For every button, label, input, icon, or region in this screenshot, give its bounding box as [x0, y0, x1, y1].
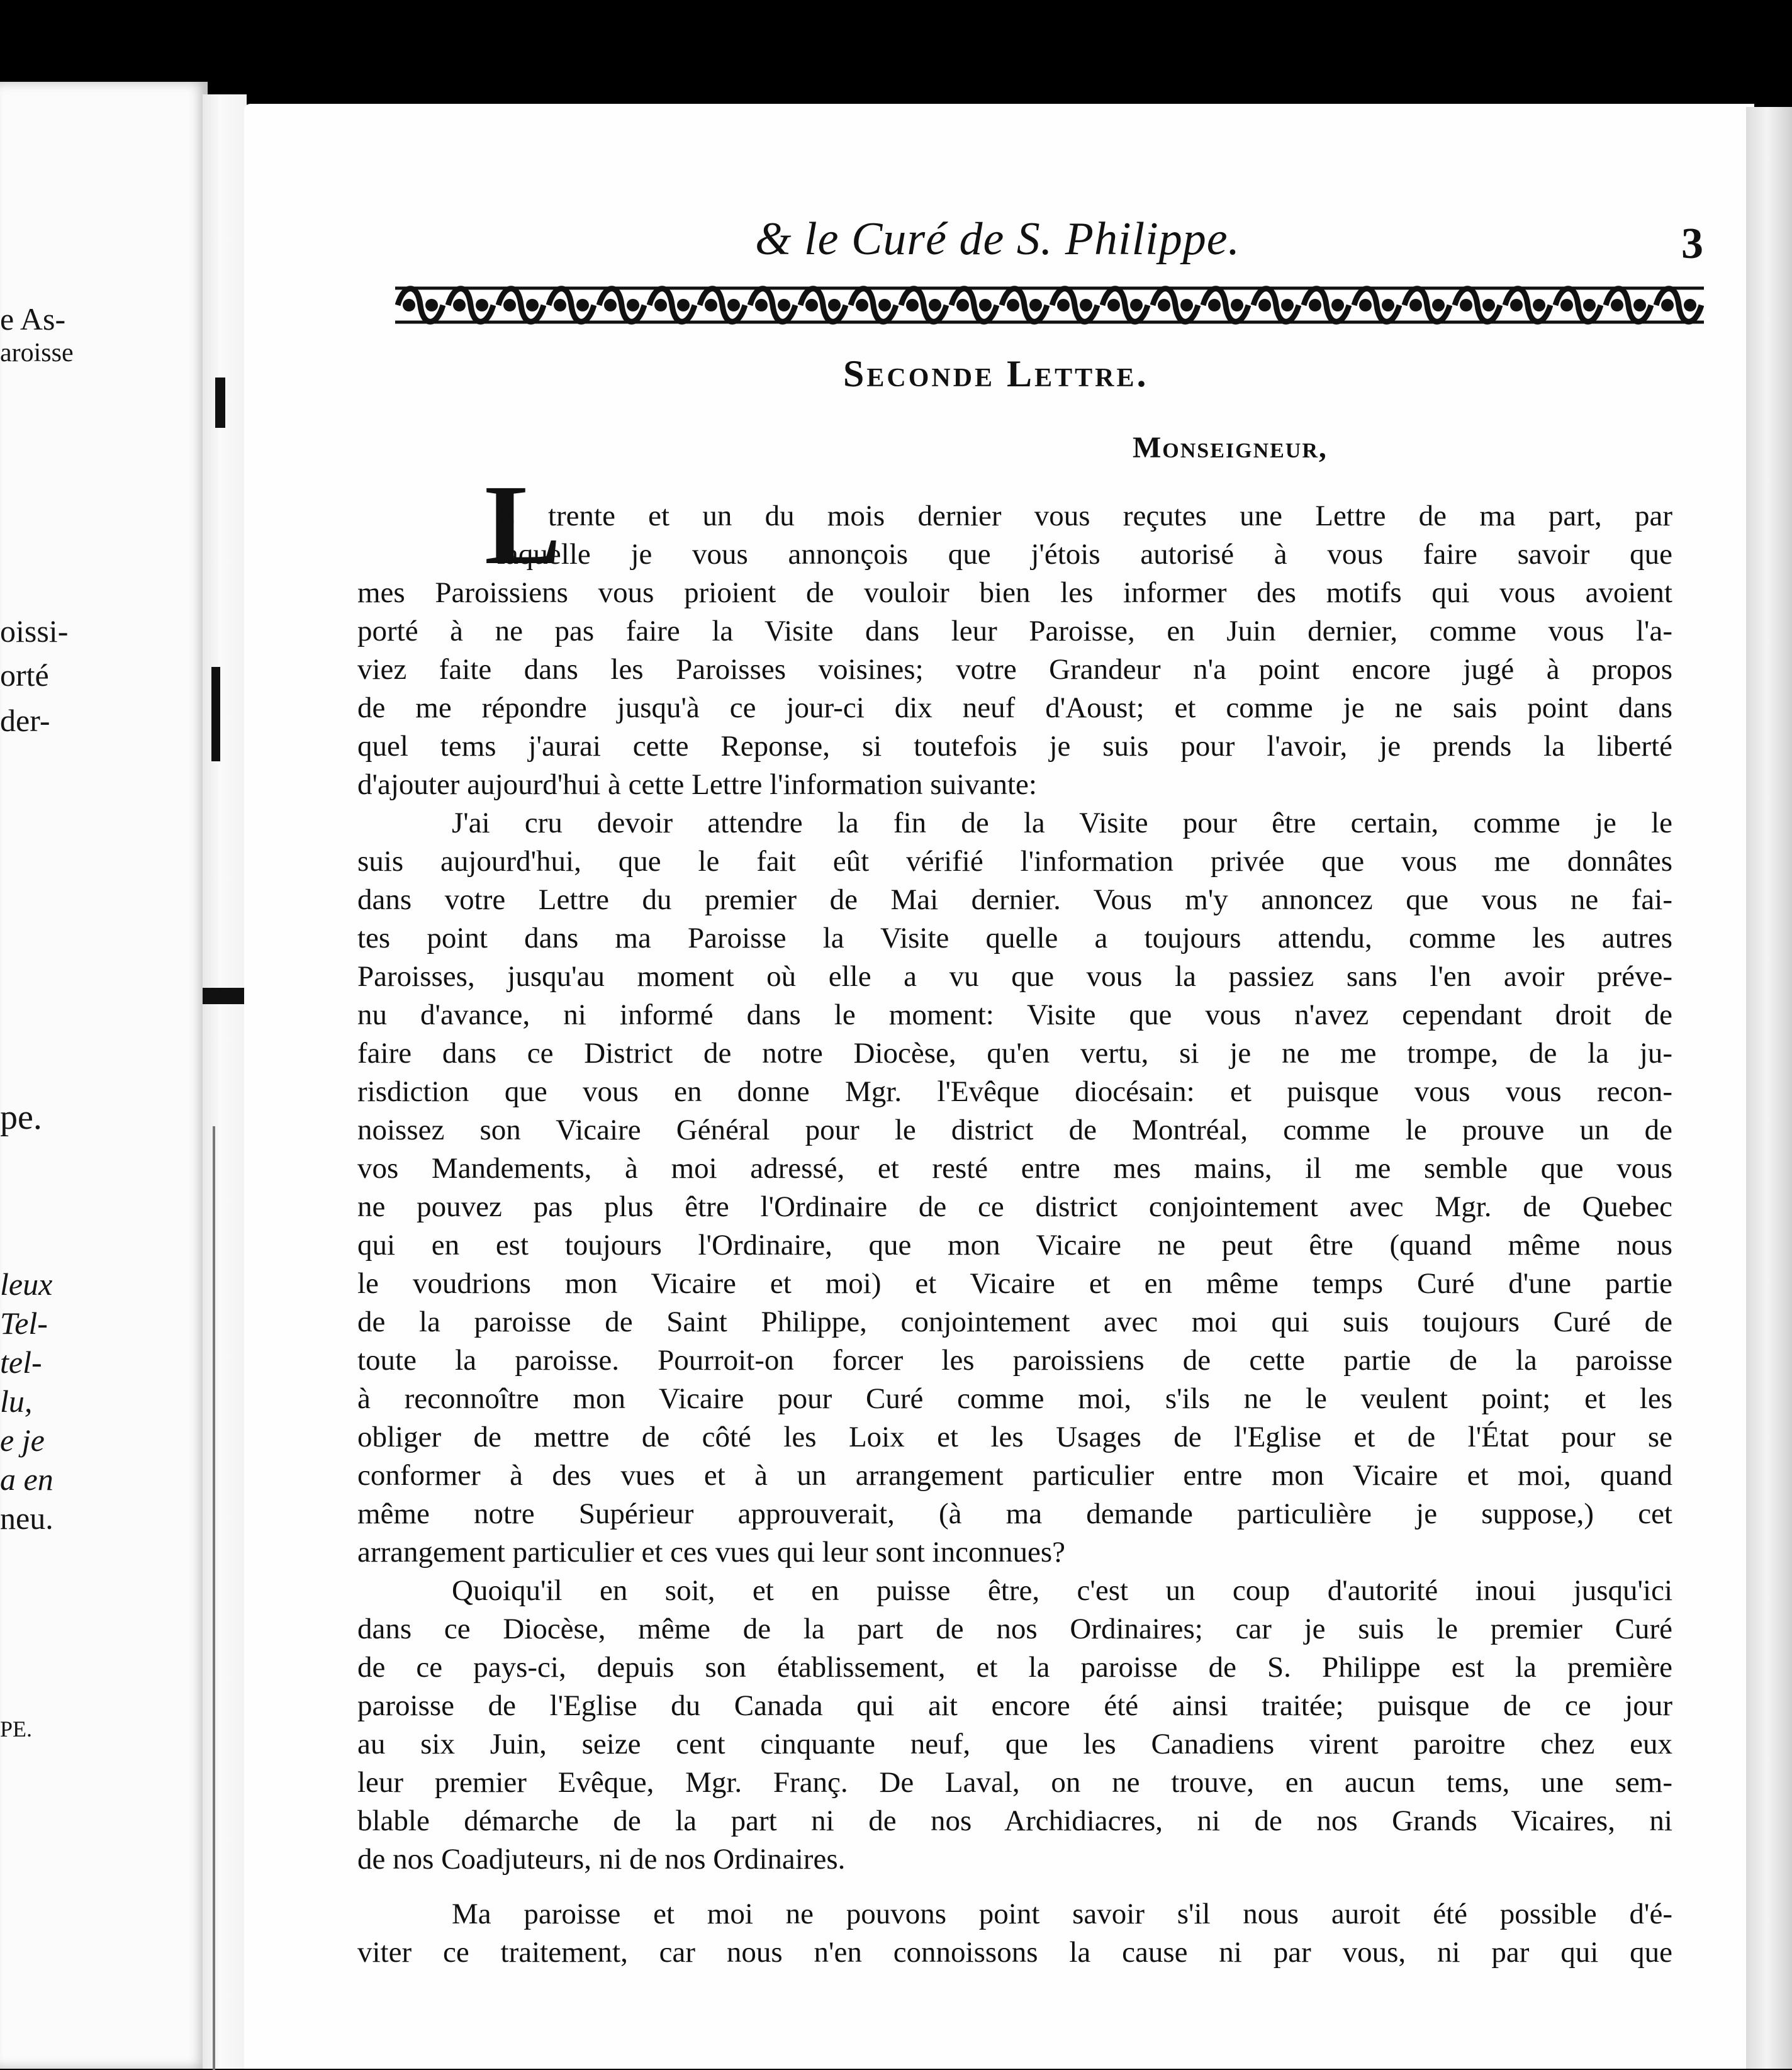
- page-number: 3: [1681, 220, 1703, 268]
- text-line: Paroisses, jusqu'au moment où elle a vu que vous la passiez sans l'en avoir préve-: [357, 960, 1672, 993]
- left-fragment: oissi-: [0, 613, 69, 649]
- binding-thread-mark: [211, 667, 220, 761]
- page-edge: [1746, 107, 1792, 2069]
- left-fragment: e As-: [0, 301, 66, 337]
- text-line: Ma paroisse et moi ne pouvons point savoir s'il nous auroit été possible d'é-: [452, 1898, 1672, 1930]
- left-facing-page: [0, 82, 208, 2069]
- text-line: laquelle je vous annonçois que j'étois autorisé à vous faire savoir que: [497, 538, 1672, 571]
- left-fragment: orté: [0, 657, 49, 693]
- text-line: conformer à des vues et à un arrangement particulier entre mon Vicaire et moi, quand: [357, 1459, 1672, 1492]
- left-fragment: lu,: [0, 1384, 33, 1419]
- letter-title: Seconde Lettre.: [843, 353, 1149, 394]
- text-line: toute la paroisse. Pourroit-on forcer les paroissiens de cette partie de la paroisse: [357, 1344, 1672, 1377]
- text-line: viter ce traitement, car nous n'en connoissons la cause ni par vous, ni par qui que: [357, 1936, 1672, 1969]
- text-line: suis aujourd'hui, que le fait eût vérifié l'information privée que vous me donnâtes: [357, 845, 1672, 878]
- text-line: risdiction que vous en donne Mgr. l'Evêque diocésain: et puisque vous vous recon-: [357, 1075, 1672, 1108]
- text-line: même notre Supérieur approuverait, (à ma demande particulière je suppose,) cet: [357, 1497, 1672, 1530]
- text-line: Quoiqu'il en soit, et en puisse être, c'est un coup d'autorité inoui jusqu'ici: [452, 1574, 1672, 1607]
- text-line: leur premier Evêque, Mgr. Franç. De Laval, on ne trouve, en aucun tems, une sem-: [357, 1766, 1672, 1799]
- left-fragment: e je: [0, 1423, 45, 1458]
- left-fragment: tel-: [0, 1345, 42, 1380]
- salutation: Monseigneur,: [1133, 431, 1328, 464]
- paragraph-gap: [357, 1879, 1672, 1895]
- drop-cap: L: [484, 462, 561, 588]
- left-fragment: a en: [0, 1462, 53, 1497]
- binding-fold-line: [213, 1126, 215, 2070]
- text-line: nu d'avance, ni informé dans le moment: Visite que vous n'avez cependant droit de: [357, 999, 1672, 1031]
- text-line: d'ajouter aujourd'hui à cette Lettre l'information suivante:: [357, 768, 1037, 801]
- text-line: vos Mandements, à moi adressé, et resté entre mes mains, il me semble que vous: [357, 1152, 1672, 1185]
- text-line: mes Paroissiens vous prioient de vouloir bien les informer des motifs qui vous avoient: [357, 576, 1672, 609]
- text-line: porté à ne pas faire la Visite dans leur Paroisse, en Juin dernier, comme vous l'a-: [357, 615, 1672, 647]
- text-line: de nos Coadjuteurs, ni de nos Ordinaires.: [357, 1843, 846, 1876]
- text-line: le voudrions mon Vicaire et moi) et Vicaire et en même temps Curé d'une partie: [357, 1267, 1672, 1300]
- left-fragment: Tel-: [0, 1306, 48, 1341]
- text-line: ne pouvez pas plus être l'Ordinaire de ce district conjointement avec Mgr. de Quebec: [357, 1190, 1672, 1223]
- text-line: de me répondre jusqu'à ce jour-ci dix neuf d'Aoust; et comme je ne sais point dans: [357, 691, 1672, 724]
- text-line: de ce pays-ci, depuis son établissement, et la paroisse de S. Philippe est la première: [357, 1651, 1672, 1684]
- text-line: quel tems j'aurai cette Reponse, si toutefois je suis pour l'avoir, je prends la liberté: [357, 730, 1672, 763]
- text-line: J'ai cru devoir attendre la fin de la Visite pour être certain, comme je le: [452, 807, 1672, 839]
- left-fragment: pe.: [0, 1098, 42, 1137]
- text-line: au six Juin, seize cent cinquante neuf, que les Canadiens virent paroitre chez eux: [357, 1728, 1672, 1760]
- text-line: dans ce Diocèse, même de la part de nos Ordinaires; car je suis le premier Curé: [357, 1613, 1672, 1645]
- letter-body: [357, 497, 1672, 1972]
- text-line: dans votre Lettre du premier de Mai dernier. Vous m'y annoncez que vous ne fai-: [357, 883, 1672, 916]
- binding-thread-mark: [203, 988, 247, 1004]
- text-line: arrangement particulier et ces vues qui leur sont inconnues?: [357, 1536, 1065, 1569]
- running-head: & le Curé de S. Philippe.: [755, 213, 1241, 265]
- text-line: viez faite dans les Paroisses voisines; votre Grandeur n'a point encore jugé à propos: [357, 653, 1672, 686]
- left-fragment: neu.: [0, 1501, 53, 1536]
- text-line: blable démarche de la part ni de nos Archidiacres, ni de nos Grands Vicaires, ni: [357, 1804, 1672, 1837]
- binding-gutter: [203, 94, 247, 2069]
- text-line: de la paroisse de Saint Philippe, conjointement avec moi qui suis toujours Curé de: [357, 1306, 1672, 1338]
- text-line: noissez son Vicaire Général pour le district de Montréal, comme le prouve un de: [357, 1114, 1672, 1146]
- left-fragment: PE.: [0, 1716, 33, 1742]
- text-line: obliger de mettre de côté les Loix et les Usages de l'Eglise et de l'État pour se: [357, 1421, 1672, 1453]
- text-line: paroisse de l'Eglise du Canada qui ait encore été ainsi traitée; puisque de ce jour: [357, 1689, 1672, 1722]
- text-line: à reconnoître mon Vicaire pour Curé comme moi, s'ils ne le veulent point; et les: [357, 1382, 1672, 1415]
- text-line: E trente et un du mois dernier vous reçutes une Lettre de ma part, par: [497, 500, 1672, 532]
- ornamental-border: [395, 277, 1704, 333]
- left-fragment: leux: [0, 1267, 53, 1302]
- text-line: tes point dans ma Paroisse la Visite quelle a toujours attendu, comme les autres: [357, 922, 1672, 954]
- text-line: qui en est toujours l'Ordinaire, que mon Vicaire ne peut être (quand même nous: [357, 1229, 1672, 1262]
- left-fragment: der-: [0, 703, 50, 738]
- binding-thread-mark: [215, 378, 225, 428]
- text-line: faire dans ce District de notre Diocèse, qu'en vertu, si je ne me trompe, de la ju-: [357, 1037, 1672, 1070]
- left-fragment: aroisse: [0, 338, 74, 367]
